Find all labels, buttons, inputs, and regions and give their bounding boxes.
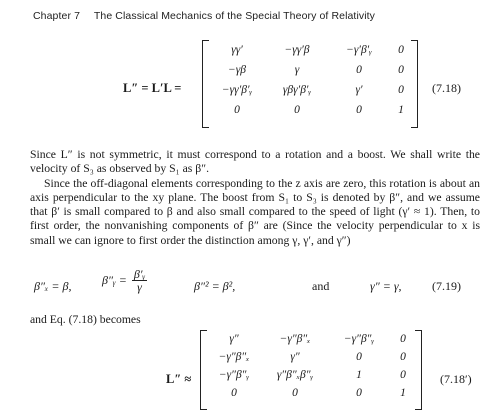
eq-7-19-part1: β″ₓ = β, [34, 279, 72, 293]
matrix-cell: 0 [294, 104, 300, 116]
eq-7-18p-lhs: L″ ≈ [166, 372, 192, 386]
matrix-cell: γ [294, 64, 300, 76]
eq-7-19-part4: γ″ = γ, [370, 279, 402, 293]
matrix-cell: 0 [231, 387, 237, 399]
matrix-cell: 0 [398, 44, 404, 56]
text-1: Since L″ is not symmetric, it must correspond to a rotation and a boost. We shall write the velocity of S₃ as observed by S₁ as β″. [30, 148, 480, 176]
matrix-cell: 1 [400, 387, 406, 399]
matrix-cell: 0 [356, 64, 362, 76]
matrix-cell: −γβ [227, 64, 247, 76]
eq-7-19-and: and [312, 279, 330, 293]
matrix-cell: γ′ [355, 84, 363, 96]
matrix-cell: 0 [400, 369, 406, 381]
matrix-cell: 0 [356, 387, 362, 399]
matrix-cell: 0 [398, 84, 404, 96]
matrix-cell: 0 [356, 351, 362, 363]
eq-7-18p-number: (7.18′) [440, 372, 472, 386]
matrix-cell: −γ″β″ₓ [279, 333, 311, 345]
matrix-cell: 0 [400, 333, 406, 345]
text-3: and Eq. (7.18) becomes [30, 313, 141, 326]
eq-7-19-number: (7.19) [432, 279, 461, 293]
matrix-cell: γ″β″ₓβ″ᵧ [276, 369, 314, 381]
matrix-cell: −γγ′β [284, 44, 310, 56]
eq-7-18-number: (7.18) [432, 81, 461, 95]
matrix-cell: −γ″β″ᵧ [218, 369, 250, 381]
fraction [132, 268, 147, 293]
fraction-numerator: β′ᵧ [133, 267, 146, 281]
matrix-cell: γ″ [290, 351, 300, 363]
text-2: Since the off-diagonal elements corresponding to the z axis are zero, this rotation is about an axis perpendicular to the xy plane. The boost from S₁ to S₃ is denoted by β″, and we assume that β′ is small compared to β and also small compared to the speed of light (γ′ ≈ 1). Then, to first order, the nonvanishing components of β″ are (Since the velocity perpendicular to x is small we can ignore to first order the distinction among γ, γ′, and γ″) [30, 176, 480, 247]
paragraph-2 [30, 313, 480, 327]
eq-7-18-lhs: L″ = L′L = [123, 81, 182, 95]
right-bracket [411, 40, 418, 128]
matrix-cell: −γγ′β′ᵧ [221, 84, 253, 96]
running-header [33, 10, 375, 22]
right-bracket [415, 330, 422, 410]
eq-7-19-part2-lhs: β″ᵧ = [102, 273, 127, 287]
matrix-cell: 1 [356, 369, 362, 381]
matrix-cell: −γ″β″ₓ [218, 351, 250, 363]
fraction-denominator: γ [137, 280, 142, 294]
eq-7-19-part2 [102, 268, 149, 293]
matrix-cell: 0 [356, 104, 362, 116]
matrix-cell: 0 [400, 351, 406, 363]
matrix-grid [208, 43, 412, 117]
matrix-cell: 0 [292, 387, 298, 399]
eq-7-18p-matrix [200, 330, 422, 410]
matrix-cell: γβγ′β′ᵧ [282, 84, 312, 96]
matrix-cell: −γ″β″ᵧ [343, 333, 375, 345]
chapter-label: Chapter 7 [33, 10, 81, 22]
matrix-cell: −γ′β′ᵧ [346, 44, 372, 56]
matrix-cell: 1 [398, 104, 404, 116]
matrix-cell: 0 [234, 104, 240, 116]
eq-7-18-matrix [202, 40, 418, 128]
paragraph-1 [30, 148, 480, 248]
matrix-grid [206, 332, 416, 400]
chapter-title: The Classical Mechanics of the Special Theory of Relativity [93, 10, 376, 22]
matrix-cell: γ″ [229, 333, 239, 345]
matrix-cell: 0 [398, 64, 404, 76]
eq-7-19-part3: β″² = β², [194, 279, 236, 293]
matrix-cell: γγ′ [231, 44, 243, 56]
